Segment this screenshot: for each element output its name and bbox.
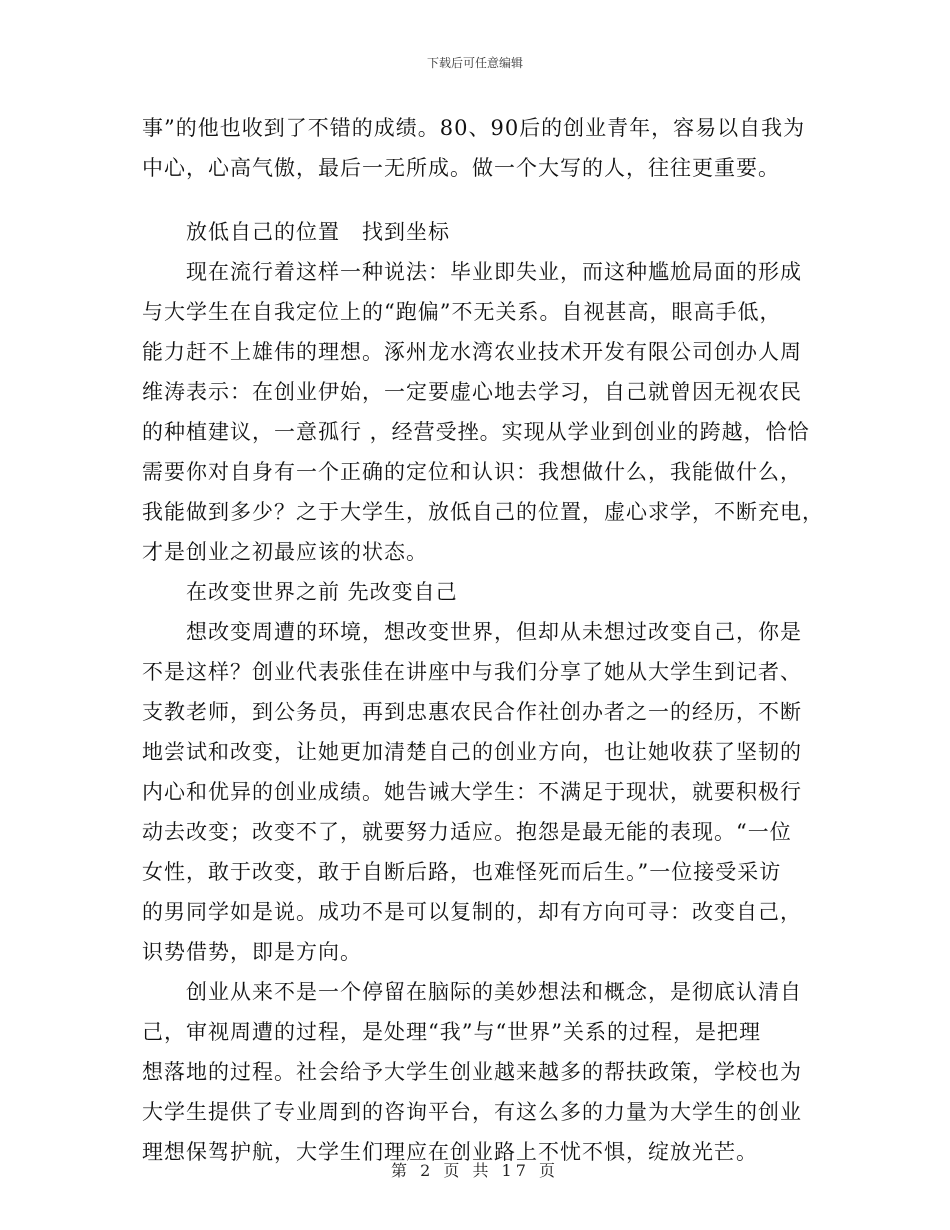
text-line: 支教老师，到公务员，再到忠惠农民合作社创办者之一的经历，不断: [142, 700, 802, 724]
text-line: 地尝试和改变，让她更加清楚自己的创业方向，也让她收获了坚韧的: [142, 740, 802, 764]
text-line: 事”的他也收到了不错的成绩。80、90后的创业青年，容易以自我为: [142, 116, 806, 140]
paragraph-position: [142, 252, 824, 572]
text-line: 理想保驾护航，大学生们理应在创业路上不忧不惧，绽放光芒。: [142, 1140, 758, 1164]
paragraph-conclusion: [142, 972, 814, 1172]
text-line: 识势借势，即是方向。: [142, 940, 362, 964]
paragraph-continuation: [142, 108, 814, 188]
text-line: 想改变周遭的环境，想改变世界，但却从未想过改变自己，你是: [186, 620, 802, 644]
text-line: 与大学生在自我定位上的“跑偏”不无关系。自视甚高，眼高手低，: [142, 300, 782, 324]
text-line: 想落地的过程。社会给予大学生创业越来越多的帮扶政策，学校也为: [142, 1060, 802, 1084]
text-line: 能力赶不上雄伟的理想。涿州龙水湾农业技术开发有限公司创办人周: [142, 340, 802, 364]
document-body: [142, 108, 824, 1172]
page-header: 下载后可任意编辑: [426, 56, 523, 70]
text-line: 维涛表示：在创业伊始，一定要虚心地去学习，自己就曾因无视农民: [142, 380, 802, 404]
text-line: 创业从来不是一个停留在脑际的美妙想法和概念，是彻底认清自: [186, 980, 802, 1004]
text-line: 需要你对自身有一个正确的定位和认识：我想做什么，我能做什么，: [142, 460, 802, 484]
paragraph-change: [142, 612, 814, 972]
text-line: 的男同学如是说。成功不是可以复制的，却有方向可寻：改变自己，: [142, 900, 802, 924]
section-heading-change: 在改变世界之前 先改变自己: [186, 580, 458, 604]
text-line: 动去改变；改变不了，就要努力适应。抱怨是最无能的表现。“一位: [142, 820, 792, 844]
text-line: 大学生提供了专业周到的咨询平台，有这么多的力量为大学生的创业: [142, 1100, 802, 1124]
text-line: 不是这样？创业代表张佳在讲座中与我们分享了她从大学生到记者、: [142, 660, 802, 684]
page-number: 第 2 页 共 17 页: [391, 1161, 559, 1180]
text-line: 的种植建议，一意孤行 ，经营受挫。实现从学业到创业的跨越，恰恰: [142, 420, 810, 444]
text-line: 才是创业之初最应该的状态。: [142, 540, 428, 564]
text-line: 现在流行着这样一种说法：毕业即失业，而这种尴尬局面的形成: [186, 260, 802, 284]
section-heading-position: 放低自己的位置 找到坐标: [186, 220, 450, 244]
text-line: 己，审视周遭的过程，是处理“我”与“世界”关系的过程，是把理: [142, 1020, 761, 1044]
text-line: 内心和优异的创业成绩。她告诫大学生：不满足于现状，就要积极行: [142, 780, 802, 804]
paragraph-spacer: [142, 188, 814, 212]
text-line: 女性，敢于改变，敢于自断后路，也难怪死而后生。”一位接受采访: [142, 860, 782, 884]
text-line: 我能做到多少？之于大学生，放低自己的位置，虚心求学，不断充电，: [142, 500, 824, 524]
text-line: 中心，心高气傲，最后一无所成。做一个大写的人，往往更重要。: [142, 156, 780, 180]
